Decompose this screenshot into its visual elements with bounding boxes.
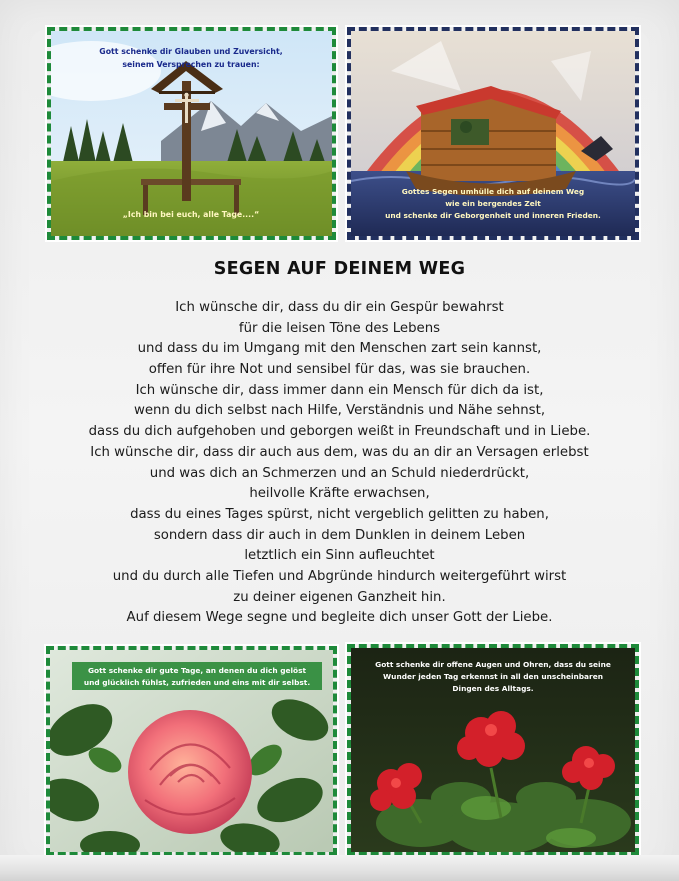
poem-line: wenn du dich selbst nach Hilfe, Verständnis und Nähe sehnst, bbox=[133, 403, 546, 419]
poem-line: Auf diesem Wege segne und begleite dich unser Gott der Liebe. bbox=[126, 610, 553, 626]
poem-line: zu deiner eigenen Ganzheit hin. bbox=[233, 589, 446, 605]
card-tl-caption-line-2: seinem Versprechen zu trauen: bbox=[122, 60, 260, 69]
card-geraniums bbox=[347, 644, 639, 856]
page-title: SEGEN AUF DEINEM WEG bbox=[213, 259, 466, 279]
poem-line: heilvolle Kräfte erwachsen, bbox=[249, 486, 430, 502]
poem-line: offen für ihre Not und sensibel für das, was sie brauchen. bbox=[148, 362, 531, 378]
card-wayside-cross bbox=[47, 27, 336, 240]
card-br-caption-line-1: Gott schenke dir offene Augen und Ohren, dass du seine bbox=[375, 660, 611, 669]
rainbow-ark-image bbox=[351, 31, 635, 236]
card-bl-caption-line-1: Gott schenke dir gute Tage, an denen du dich gelöst bbox=[87, 666, 307, 675]
poem-line: Ich wünsche dir, dass immer dann ein Mensch für dich da ist, bbox=[135, 382, 544, 398]
poem-line: Ich wünsche dir, dass dir auch aus dem, was du an dir an Versagen erlebst bbox=[90, 444, 589, 460]
poem-line: und was dich an Schmerzen und an Schuld niederdrückt, bbox=[149, 465, 530, 481]
card-rose bbox=[46, 646, 337, 856]
card-br-caption-line-2: Wunder jeden Tag erkennst in all den unscheinbaren bbox=[383, 672, 603, 681]
poem-line: dass du dich aufgehoben und geborgen weißt in Freundschaft und in Liebe. bbox=[88, 424, 591, 440]
poem-line: und dass du im Umgang mit den Menschen zart sein kannst, bbox=[137, 341, 542, 357]
poem-line: für die leisen Töne des Lebens bbox=[238, 320, 441, 336]
poem-line: dass du eines Tages spürst, nicht vergeblich gelitten zu haben, bbox=[130, 506, 549, 522]
rose-image bbox=[50, 650, 333, 852]
card-bl-caption-line-2: und glücklich fühlst, zufrieden und eins mit dir selbst. bbox=[83, 678, 311, 687]
card-tr-caption-line-1: Gottes Segen umhülle dich auf deinem Weg bbox=[401, 187, 585, 196]
poem-line: letztlich ein Sinn aufleuchtet bbox=[244, 548, 435, 564]
card-rainbow-ark bbox=[347, 27, 639, 240]
card-tr-caption-line-3: und schenke dir Geborgenheit und inneren Frieden. bbox=[385, 211, 601, 220]
wayside-cross-image bbox=[51, 31, 332, 236]
card-tl-quote: „Ich bin bei euch, alle Tage....“ bbox=[122, 210, 260, 219]
page-bottom-edge bbox=[0, 855, 679, 881]
geraniums-image bbox=[351, 648, 635, 852]
poem-line: Ich wünsche dir, dass du dir ein Gespür bewahrst bbox=[175, 300, 504, 315]
card-br-caption-line-3: Dingen des Alltags. bbox=[452, 684, 534, 693]
poem-line: sondern dass dir auch in dem Dunklen in deinem Leben bbox=[153, 527, 526, 543]
poem-line: und du durch alle Tiefen und Abgründe hindurch weitergeführt wirst bbox=[112, 568, 567, 584]
card-tl-caption-line-1: Gott schenke dir Glauben und Zuversicht, bbox=[99, 47, 283, 56]
blessing-text bbox=[0, 298, 679, 629]
card-tr-caption-line-2: wie ein bergendes Zelt bbox=[445, 199, 541, 208]
